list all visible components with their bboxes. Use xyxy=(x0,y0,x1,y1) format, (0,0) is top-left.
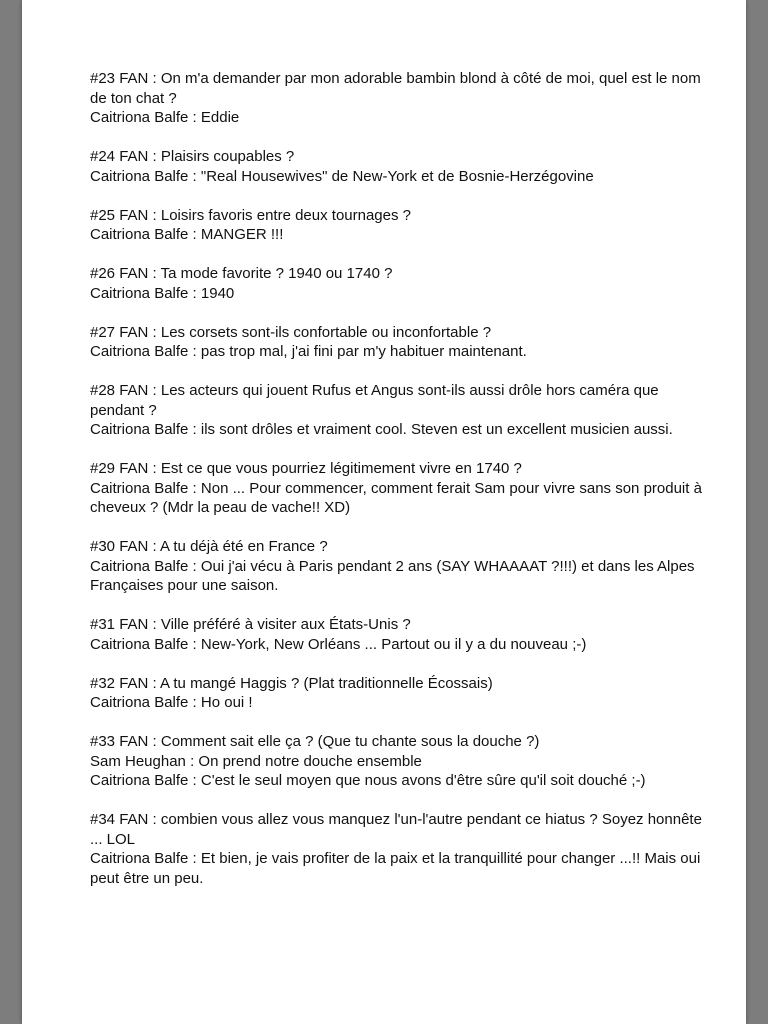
qa-entry-30 xyxy=(90,537,710,596)
fan-question: #31 FAN : Ville préféré à visiter aux États-Unis ? xyxy=(90,616,411,633)
fan-question: #28 FAN : Les acteurs qui jouent Rufus et Angus sont-ils aussi drôle hors caméra que pendant ? xyxy=(90,382,659,419)
qa-entry-28 xyxy=(90,381,710,440)
fan-question: #27 FAN : Les corsets sont-ils confortable ou inconfortable ? xyxy=(90,323,492,341)
fan-question: #25 FAN : Loisirs favoris entre deux tournages ? xyxy=(90,206,412,224)
qa-entry-26 xyxy=(90,264,710,303)
fan-question: #34 FAN : combien vous allez vous manquez l'un-l'autre pendant ce hiatus ? Soyez honnête ... LOL xyxy=(90,811,702,848)
answer: Caitriona Balfe : ils sont drôles et vraiment cool. Steven est un excellent musicien aussi. xyxy=(90,421,673,438)
fan-question: #32 FAN : A tu mangé Haggis ? (Plat traditionnelle Écossais) xyxy=(90,674,493,692)
answer: Caitriona Balfe : pas trop mal, j'ai fini par m'y habituer maintenant. xyxy=(90,343,527,360)
qa-entry-23 xyxy=(90,69,710,128)
answer: Caitriona Balfe : "Real Housewives" de New-York et de Bosnie-Herzégovine xyxy=(90,167,594,185)
answer: Caitriona Balfe : Ho oui ! xyxy=(90,694,253,711)
qa-entry-34 xyxy=(90,810,710,888)
interview-text xyxy=(90,69,710,908)
qa-entry-24 xyxy=(90,147,710,186)
answer: Caitriona Balfe : Oui j'ai vécu à Paris pendant 2 ans (SAY WHAAAAT ?!!!) et dans les Alpes Françaises pour une saison. xyxy=(90,557,695,594)
qa-entry-27 xyxy=(90,323,710,362)
answer: Caitriona Balfe : Et bien, je vais profiter de la paix et la tranquillité pour changer ...!! Mais oui peut être un peu. xyxy=(90,850,701,887)
answer: Caitriona Balfe : C'est le seul moyen que nous avons d'être sûre qu'il soit douché ;-) xyxy=(90,772,646,789)
answer: Caitriona Balfe : MANGER !!! xyxy=(90,226,284,243)
answer: Caitriona Balfe : 1940 xyxy=(90,284,235,302)
document-page xyxy=(22,0,746,1024)
fan-question: #26 FAN : Ta mode favorite ? 1940 ou 1740 ? xyxy=(90,265,393,282)
qa-entry-31 xyxy=(90,615,710,654)
fan-question: #23 FAN : On m'a demander par mon adorable bambin blond à côté de moi, quel est le nom de ton chat ? xyxy=(90,70,701,107)
answer: Sam Heughan : On prend notre douche ensemble xyxy=(90,752,422,770)
answer: Caitriona Balfe : Eddie xyxy=(90,109,240,126)
qa-entry-32 xyxy=(90,674,710,713)
fan-question: #24 FAN : Plaisirs coupables ? xyxy=(90,148,295,165)
answer: Caitriona Balfe : New-York, New Orléans ... Partout ou il y a du nouveau ;-) xyxy=(90,635,587,653)
qa-entry-25 xyxy=(90,206,710,245)
answer: Caitriona Balfe : Non ... Pour commencer, comment ferait Sam pour vivre sans son produit à cheveux ? (Mdr la peau de vache!! XD) xyxy=(90,479,702,516)
qa-entry-29 xyxy=(90,459,710,518)
fan-question: #33 FAN : Comment sait elle ça ? (Que tu chante sous la douche ?) xyxy=(90,733,540,750)
fan-question: #29 FAN : Est ce que vous pourriez légitimement vivre en 1740 ? xyxy=(90,460,522,477)
fan-question: #30 FAN : A tu déjà été en France ? xyxy=(90,538,328,555)
qa-entry-33 xyxy=(90,732,710,791)
